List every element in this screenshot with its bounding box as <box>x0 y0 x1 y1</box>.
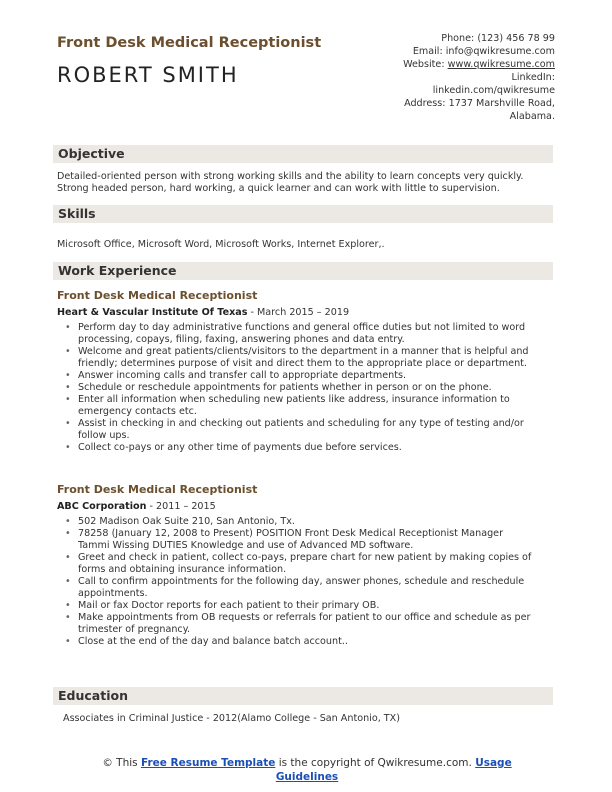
bullet-line: • Greet and check in patient, collect co-pays, prepare chart for new patient by making copies of <box>78 552 532 563</box>
job-1-company-line <box>57 307 349 318</box>
copyright-footer <box>57 756 557 784</box>
education-heading: Education <box>58 688 128 703</box>
skills-section-bar <box>53 205 553 223</box>
objective-line-2: Strong headed person, hard working, a quick learner and can work with little to supervision. <box>57 183 500 194</box>
phone-line <box>315 32 555 45</box>
list-item <box>63 418 553 442</box>
bullet-line: • Assist in checking in and checking out patients and scheduling for any type of testing and/or <box>78 418 524 429</box>
linkedin-value: linkedin.com/qwikresume <box>432 85 555 96</box>
job-2-title: Front Desk Medical Receptionist <box>57 483 258 496</box>
bullet-line: • Call to confirm appointments for the following day, answer phones, schedule and reschedule <box>78 576 525 587</box>
bullet-line: • Close at the end of the day and balance batch account.. <box>78 636 348 647</box>
email-line <box>315 45 555 58</box>
candidate-name: ROBERT SMITH <box>57 63 239 87</box>
list-item <box>63 612 553 636</box>
linkedin-label: LinkedIn: <box>511 72 555 83</box>
bullet-line: • Make appointments from OB requests or referrals for patient to our office and schedule as per <box>78 612 531 623</box>
address-line-2 <box>315 110 555 123</box>
contact-block <box>315 32 555 123</box>
website-label: Website: <box>403 59 445 70</box>
objective-text <box>57 171 552 195</box>
bullet-line: forms and obtaining insurance information. <box>78 564 287 575</box>
bullet-line: trimester of pregnancy. <box>78 624 191 635</box>
phone-value: (123) 456 78 99 <box>477 33 555 44</box>
bullet-line: friendly; determines purpose of visit and direct them to the appropriate place or department. <box>78 358 527 369</box>
education-text: Associates in Criminal Justice - 2012(Alamo College - San Antonio, TX) <box>63 713 400 724</box>
phone-label: Phone: <box>441 33 475 44</box>
list-item <box>63 322 553 346</box>
bullet-line: • 502 Madison Oak Suite 210, San Antonio, Tx. <box>78 516 295 527</box>
list-item <box>63 516 553 528</box>
list-item <box>63 442 553 454</box>
list-item <box>63 576 553 600</box>
objective-line-1: Detailed-oriented person with strong working skills and the ability to learn concepts very quickly. <box>57 171 524 182</box>
email-label: Email: <box>412 46 443 57</box>
list-item <box>63 370 553 382</box>
bullet-line: • 78258 (January 12, 2008 to Present) POSITION Front Desk Medical Receptionist Manager <box>78 528 504 539</box>
work-heading: Work Experience <box>58 263 177 278</box>
job-1-title: Front Desk Medical Receptionist <box>57 289 258 302</box>
bullet-line: • Welcome and great patients/clients/visitors to the department in a manner that is helpful and <box>78 346 529 357</box>
job-1-duties <box>63 322 553 454</box>
list-item <box>63 600 553 612</box>
job-1-company: Heart & Vascular Institute Of Texas <box>57 307 248 318</box>
job-2-company-line <box>57 501 216 512</box>
job-2-dates: - 2011 – 2015 <box>146 501 216 512</box>
list-item <box>63 636 553 648</box>
work-section-bar <box>53 262 553 280</box>
website-line <box>315 58 555 71</box>
bullet-line: Tammi Wissing DUTIES Knowledge and use of Advanced MD software. <box>78 540 414 551</box>
address-value-2: Alabama. <box>509 111 555 122</box>
email-value: info@qwikresume.com <box>445 46 555 57</box>
list-item <box>63 346 553 370</box>
bullet-line: • Perform day to day administrative functions and general office duties but not limited to word <box>78 322 526 333</box>
address-label: Address: <box>404 98 446 109</box>
education-section-bar <box>53 687 553 705</box>
bullet-line: • Schedule or reschedule appointments for patients whether in person or on the phone. <box>78 382 492 393</box>
footer-middle: is the copyright of Qwikresume.com. <box>275 757 476 769</box>
list-item <box>63 528 553 552</box>
bullet-line: follow ups. <box>78 430 130 441</box>
objective-section-bar <box>53 145 553 163</box>
job-2-duties <box>63 516 553 648</box>
list-item <box>63 394 553 418</box>
usage-guidelines-link-2[interactable]: Guidelines <box>275 771 339 783</box>
bullet-line: emergency contacts etc. <box>78 406 197 417</box>
linkedin-line <box>315 84 555 97</box>
usage-guidelines-link-1[interactable]: Usage <box>475 757 512 769</box>
bullet-line: • Enter all information when scheduling new patients like address, insurance information to <box>78 394 510 405</box>
address-line <box>315 97 555 110</box>
free-resume-template-link[interactable]: Free Resume Template <box>140 757 276 769</box>
linkedin-label-line <box>315 71 555 84</box>
bullet-line: • Mail or fax Doctor reports for each patient to their primary OB. <box>78 600 380 611</box>
skills-text: Microsoft Office, Microsoft Word, Microsoft Works, Internet Explorer,. <box>57 239 385 250</box>
job-2-company: ABC Corporation <box>57 501 147 512</box>
footer-prefix: © This <box>102 757 141 769</box>
bullet-line: processing, copays, filing, faxing, answering phones and data entry. <box>78 334 405 345</box>
bullet-line: • Answer incoming calls and transfer call to appropriate departments. <box>78 370 407 381</box>
website-link[interactable]: www.qwikresume.com <box>447 59 555 70</box>
bullet-line: • Collect co-pays or any other time of payments due before services. <box>78 442 402 453</box>
list-item <box>63 382 553 394</box>
address-value-1: 1737 Marshville Road, <box>448 98 555 109</box>
skills-heading: Skills <box>58 206 96 221</box>
list-item <box>63 552 553 576</box>
job-1-dates: - March 2015 – 2019 <box>247 307 350 318</box>
bullet-line: appointments. <box>78 588 148 599</box>
job-title: Front Desk Medical Receptionist <box>57 35 322 51</box>
objective-heading: Objective <box>58 146 125 161</box>
